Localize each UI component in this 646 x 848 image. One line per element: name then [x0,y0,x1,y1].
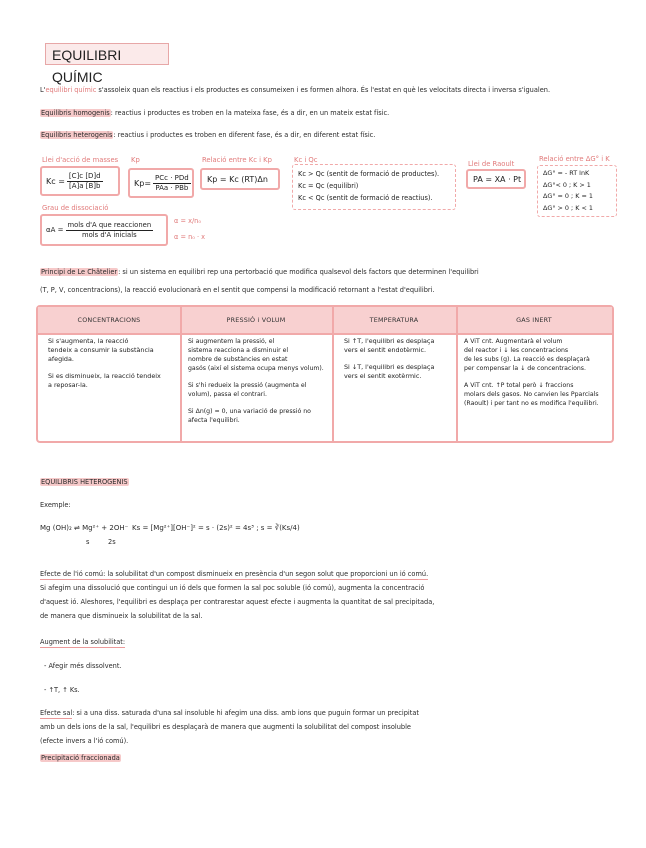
header-concentracions: CONCENTRACIONS [77,316,141,324]
table-line: Si ↓T, l'equilibri es desplaça [344,363,435,371]
homogeni-paragraph: Equilibris homogenis: reactius i productes es troben en la mateixa fase, és a dir, en un mateix estat físic. [41,109,390,117]
label-dissociacio: Grau de dissociació [42,204,109,212]
precipitacio-title: Precipitació fraccionada [41,754,120,762]
table-line: (Raoult) i per tant no es modifica l'equilibri. [464,400,599,407]
dissociacio-box: αA = $\frac{\text{mols d'A que reaccionen}}{\text{mols d'A inicials}}$ [40,214,168,246]
reaction-equation: Mg (OH)₂ ⇌ Mg²⁺ + 2OH⁻ [40,524,129,532]
cell-pressio [188,337,324,433]
stoich-s: s [86,538,90,546]
exemple-label: Exemple: [40,501,71,509]
cell-gas-inert [464,337,599,416]
table-line: gasós (així el sistema ocupa menys volum). [188,365,324,372]
ion-comu-line-2: Si afegim una dissolució que contingui un ió dels que formen la sal poc soluble (ió comú), augmenta la concentració [40,584,425,592]
table-line: A ViT cnt. Augmentarà el volum [464,338,563,345]
label-relacio-g: Relació entre ΔG° i K [539,155,610,163]
table-line: A ViT cnt. ↑P total però ↓ fraccions [464,382,574,389]
table-line: molars dels gasos. No canvien les Pparcials [464,391,599,398]
dissociacio-side-1: α = x/n₀ [174,217,202,225]
term-efecte-sal: Efecte sal [40,709,73,717]
label-kq: Kc i Qc [294,156,318,164]
table-line: sistema reacciona a disminuir el [188,347,289,354]
page-title: EQUILIBRI QUÍMIC [45,43,169,65]
het-section-title: EQUILIBRIS HETEROGENIS [41,478,128,486]
term-equilibri: equilibri químic [45,86,97,94]
table-line: Si ↑T, l'equilibri es desplaça [344,337,435,345]
table-paragraph [48,372,161,390]
kp-formula-box: Kp= $\frac{\text{PCc · PDd}}{\text{PAa · PBb}}$ [128,168,194,198]
table-paragraph [188,407,324,425]
stoich-2s: 2s [108,538,116,546]
ion-comu-line-3: d'aquest ió. Aleshores, l'equilibri es desplaça per contrarestar aquest efecte i augmenta la quantitat de sal precipitada, [40,598,435,606]
table-line: Si augmentem la pressió, el [188,338,275,345]
table-line: Si s'hi redueix la pressió (augmenta el [188,382,307,389]
table-line: vers el sentit endotèrmic. [344,346,427,354]
table-line: afecta l'equilibri. [188,417,240,424]
kc-formula-box: Kc = $\frac{[C]c [D]d}{[A]a [B]b}$ [40,166,120,196]
label-kp: Kp [131,156,140,164]
efecte-sal-line-2: amb un dels ions de la sal, l'equilibri es desplaçarà de manera que augmenti la solubilitat del compost insoluble [40,723,411,731]
intro-paragraph: L'equilibri químic s'assoleix quan els reactius i els productes es consumeixen i es formen alhora. És l'estat en què les velocitats directa i inversa s'igualen. [40,86,551,94]
table-paragraph [344,363,434,381]
augment-item-2: - ↑T, ↑ Ks. [44,686,80,694]
dissociacio-side-2: α = n₀ · x [174,233,206,241]
table-paragraph [344,337,434,355]
table-line: Si es disminueix, la reacció tendeix [48,372,161,380]
cell-temperatura [344,337,434,389]
header-pressio: PRESSIÓ i VOLUM [226,316,286,324]
table-line: a reposar-la. [48,381,88,389]
table-line: tendeix a consumir la substància [48,346,154,354]
table-line: afegida. [48,355,74,363]
term-heterogeni: Equilibris heterogenis [41,131,113,139]
efecte-sal-line-3: (efecte invers a l'ió comú). [40,737,129,745]
heterogeni-paragraph: Equilibris heterogenis: reactius i productes es troben en diferent fase, és a dir, en diferent estat físic. [41,131,376,139]
label-llei-masses: Llei d'acció de masses [42,156,119,164]
table-paragraph [188,337,324,373]
chatelier-line-1: Principi de Le Châtelier: si un sistema en equilibri rep una pertorbació que modifica qualsevol dels factors que determinen l'equilibri [41,268,479,276]
efecte-sal-line-1: Efecte sal: si a una diss. saturada d'una sal insoluble hi afegim una diss. amb ions que puguin formar un precipitat [40,709,419,717]
ks-expression: Ks = [Mg²⁺][OH⁻]² = s · (2s)² = 4s³ ; s = ∛(Ks/4) [132,524,300,532]
table-paragraph [464,337,599,373]
table-paragraph [188,381,324,399]
chatelier-table [36,305,614,443]
ion-comu-line-1: Efecte de l'ió comú: la solubilitat d'un compost disminueix en presència d'un segon solut que proporcioni un ió comú. [40,570,429,578]
header-gas-inert: GAS INERT [516,316,552,324]
cell-concentracions [48,337,161,398]
table-line: vers el sentit exotèrmic. [344,372,422,380]
kc-qc-box: Kc > Qc (sentit de formació de productes). Kc = Qc (equilibri) Kc < Qc (sentit de formació de reactius). [292,164,456,210]
table-line: de les subs (g). La reacció es desplaçarà [464,356,590,363]
table-paragraph [464,381,599,408]
term-chatelier: Principi de Le Châtelier [41,268,118,276]
relacio-g-k-box: ΔG° = - RT lnK ΔG°< 0 ; K > 1 ΔG° = 0 ; K = 1 ΔG° > 0 ; K < 1 [537,165,617,217]
label-raoult: Llei de Raoult [468,160,515,168]
header-temperatura: TEMPERATURA [369,316,419,324]
term-ion-comu: Efecte de l'ió comú [40,570,104,578]
table-line: nombre de substàncies en estat [188,356,288,363]
augment-title: Augment de la solubilitat: [40,638,126,646]
table-line: del reactor i ↓ les concentracions [464,347,569,354]
relacio-kc-kp-box: Kp = Kc (RT)Δn [200,168,280,190]
table-line: per compensar la ↓ de concentracions. [464,365,586,372]
table-line: Si s'augmenta, la reacció [48,337,129,345]
table-header [38,307,612,335]
chatelier-line-2: (T, P, V, concentracions), la reacció evolucionarà en el sentit que compensi la modificació retornant a l'estat d'equilibri. [40,286,435,294]
raoult-box: PA = XA · Pt [466,169,526,189]
table-line: Si Δn(g) = 0, una variació de pressió no [188,408,311,415]
label-relacio: Relació entre Kc i Kp [202,156,272,164]
table-line: volum), passa el contrari. [188,391,267,398]
augment-item-1: - Afegir més dissolvent. [44,662,122,670]
term-homogeni: Equilibris homogenis [41,109,110,117]
table-paragraph [48,337,161,364]
ion-comu-line-4: de manera que disminueix la solubilitat de la sal. [40,612,203,620]
